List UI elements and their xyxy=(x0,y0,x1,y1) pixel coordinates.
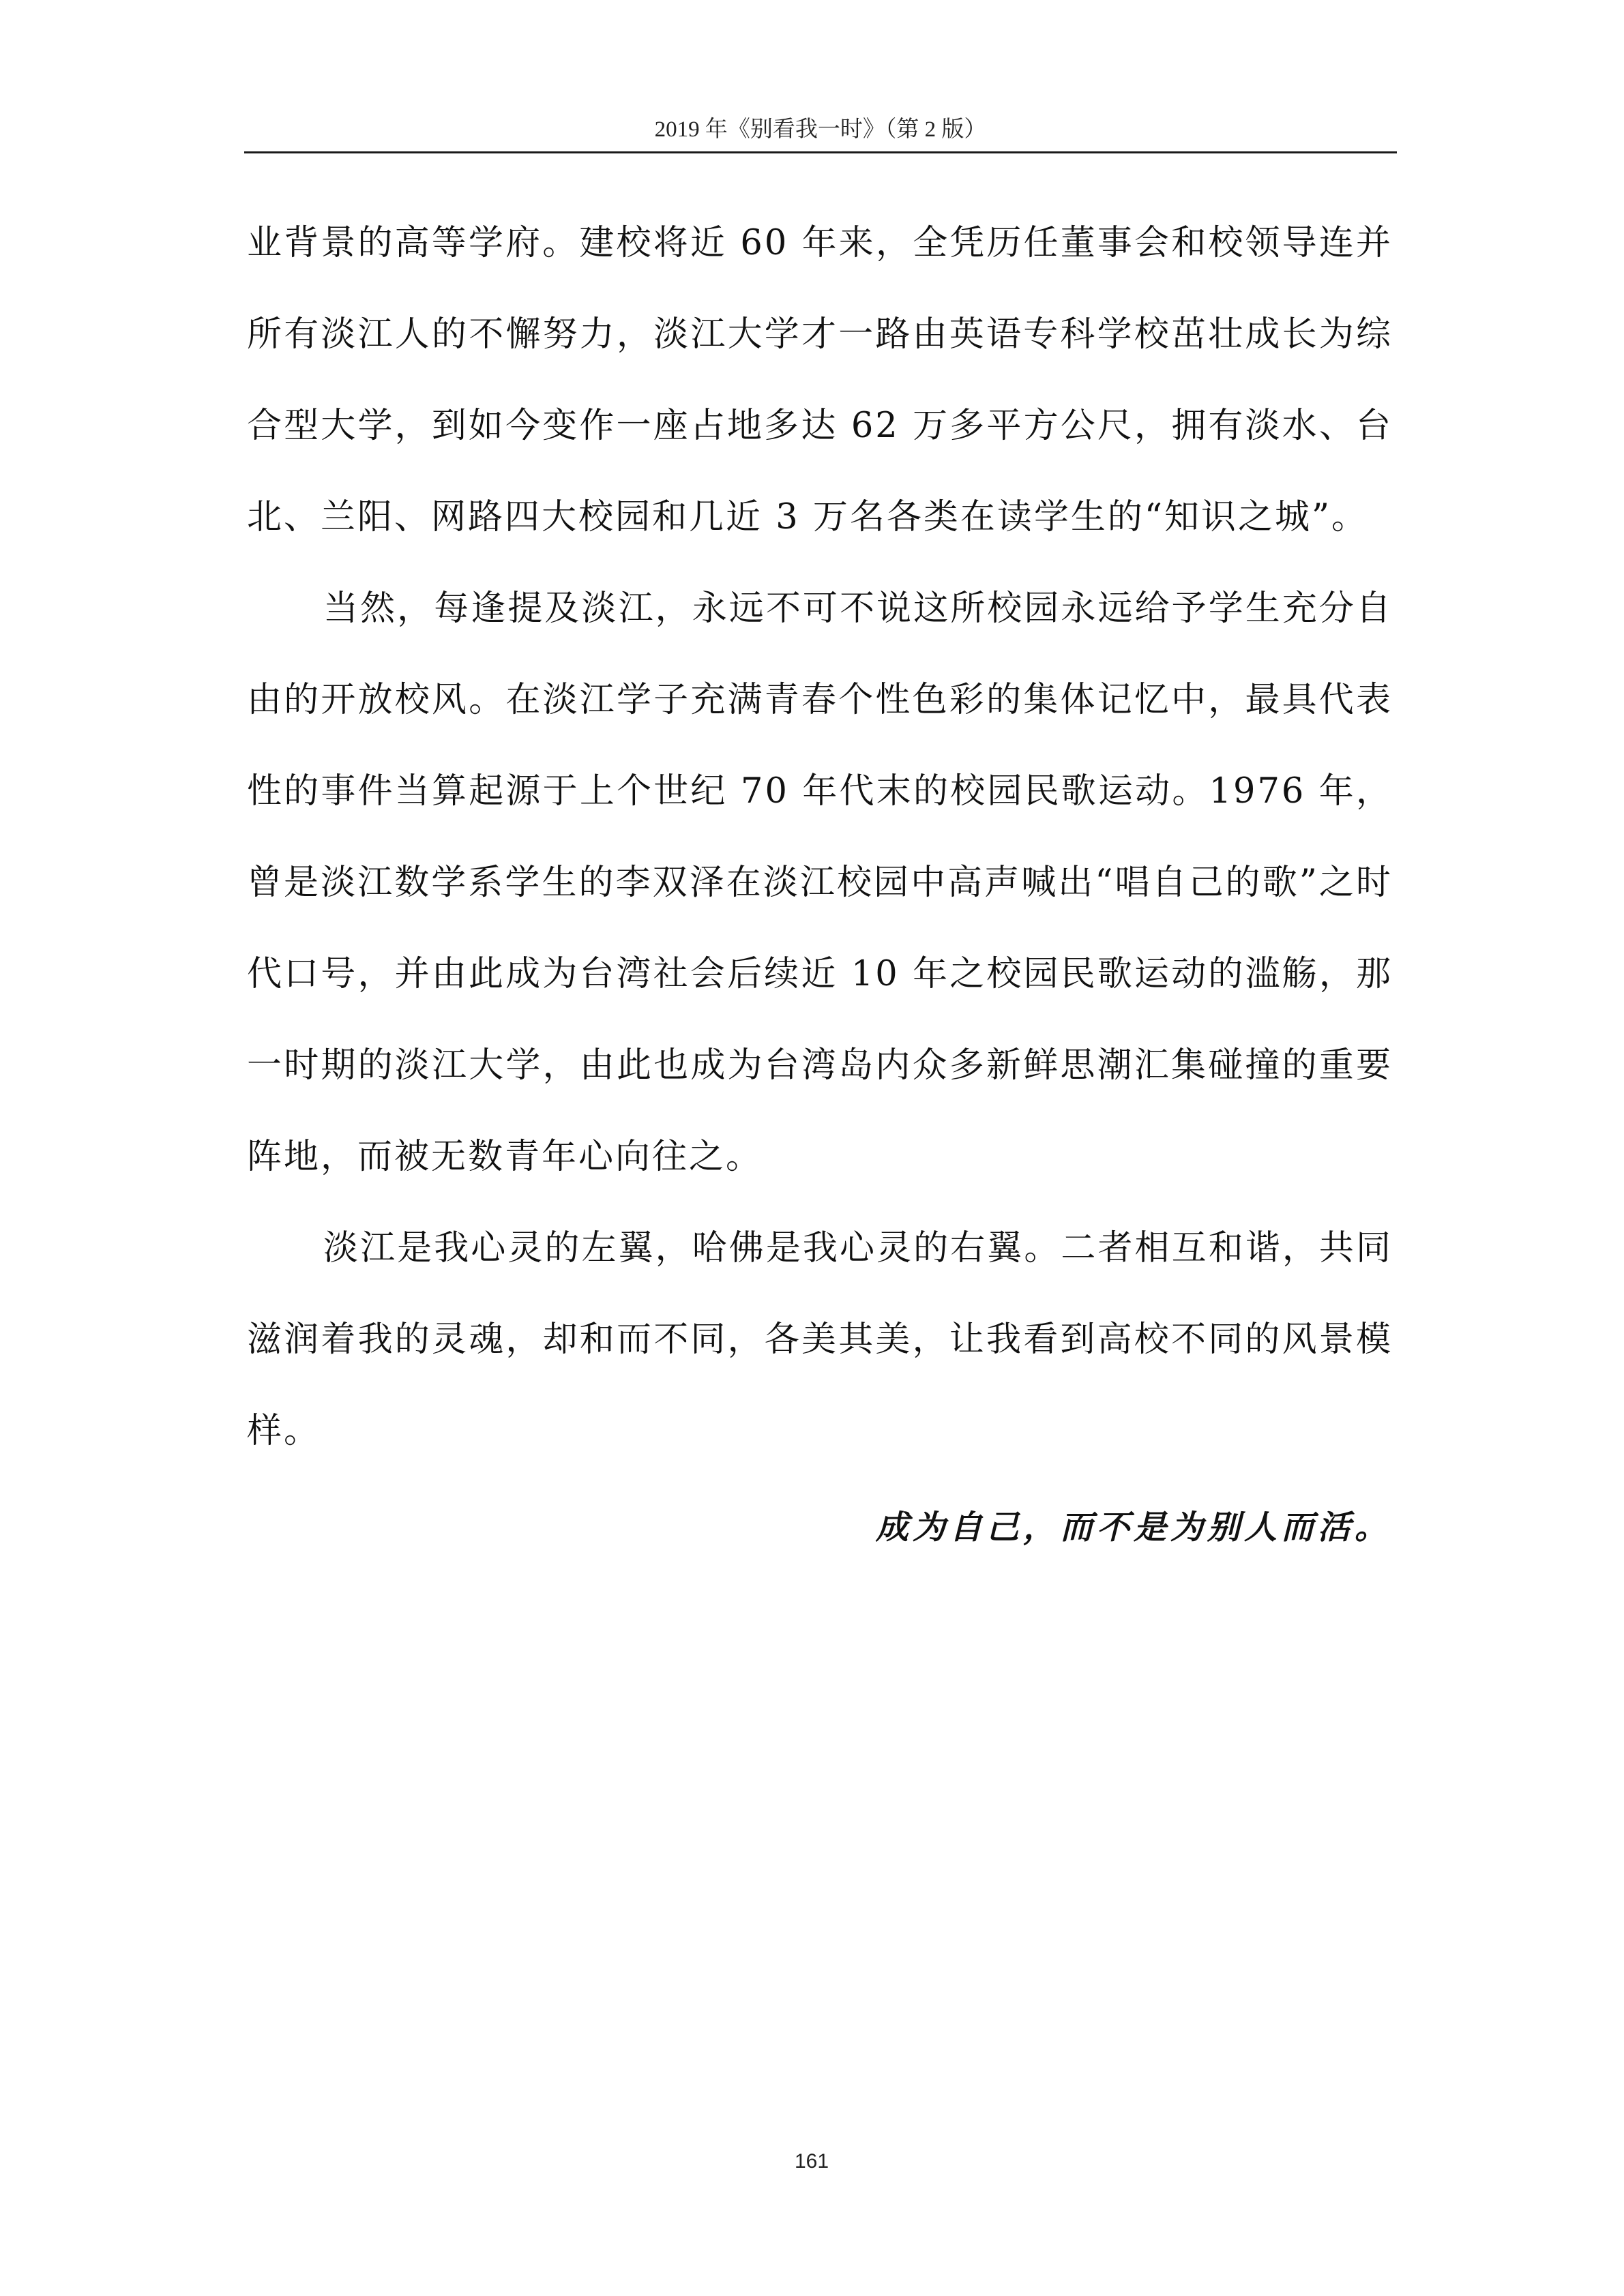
paragraph-3: 淡江是我心灵的左翼，哈佛是我心灵的右翼。二者相互和谐，共同滋润着我的灵魂，却和而不同，各美其美，让我看到高校不同的风景模样。 xyxy=(247,1228,1393,1451)
page-number: 161 xyxy=(794,2150,829,2173)
closing-motto: 成为自己，而不是为别人而活。 xyxy=(875,1508,1391,1547)
running-header: 2019 年《别看我一时》（第 2 版） xyxy=(654,117,987,142)
body-text xyxy=(247,198,1393,1477)
paragraph-1: 业背景的高等学府。建校将近 60 年来，全凭历任董事会和校领导连并所有淡江人的不懈努力，淡江大学才一路由英语专科学校茁壮成长为综合型大学，到如今变作一座占地多达 62 万多平方公尺，拥有淡水、台北、兰阳、网路四大校园和几近 3 万名各类在读学生的“知识之城”。 xyxy=(247,223,1393,537)
paragraph-2: 当然，每逢提及淡江，永远不可不说这所校园永远给予学生充分自由的开放校风。在淡江学子充满青春个性色彩的集体记忆中，最具代表性的事件当算起源于上个世纪 70 年代末的校园民歌运动。1976 年，曾是淡江数学系学生的李双泽在淡江校园中高声喊出“唱自己的歌”之时代口号，并由此成为台湾社会后续近 10 年之校园民歌运动的滥觞，那一时期的淡江大学，由此也成为台湾岛内众多新鲜思潮汇集碰撞的重要阵地，而被无数青年心向往之。 xyxy=(247,588,1393,1177)
header-divider xyxy=(244,151,1397,153)
